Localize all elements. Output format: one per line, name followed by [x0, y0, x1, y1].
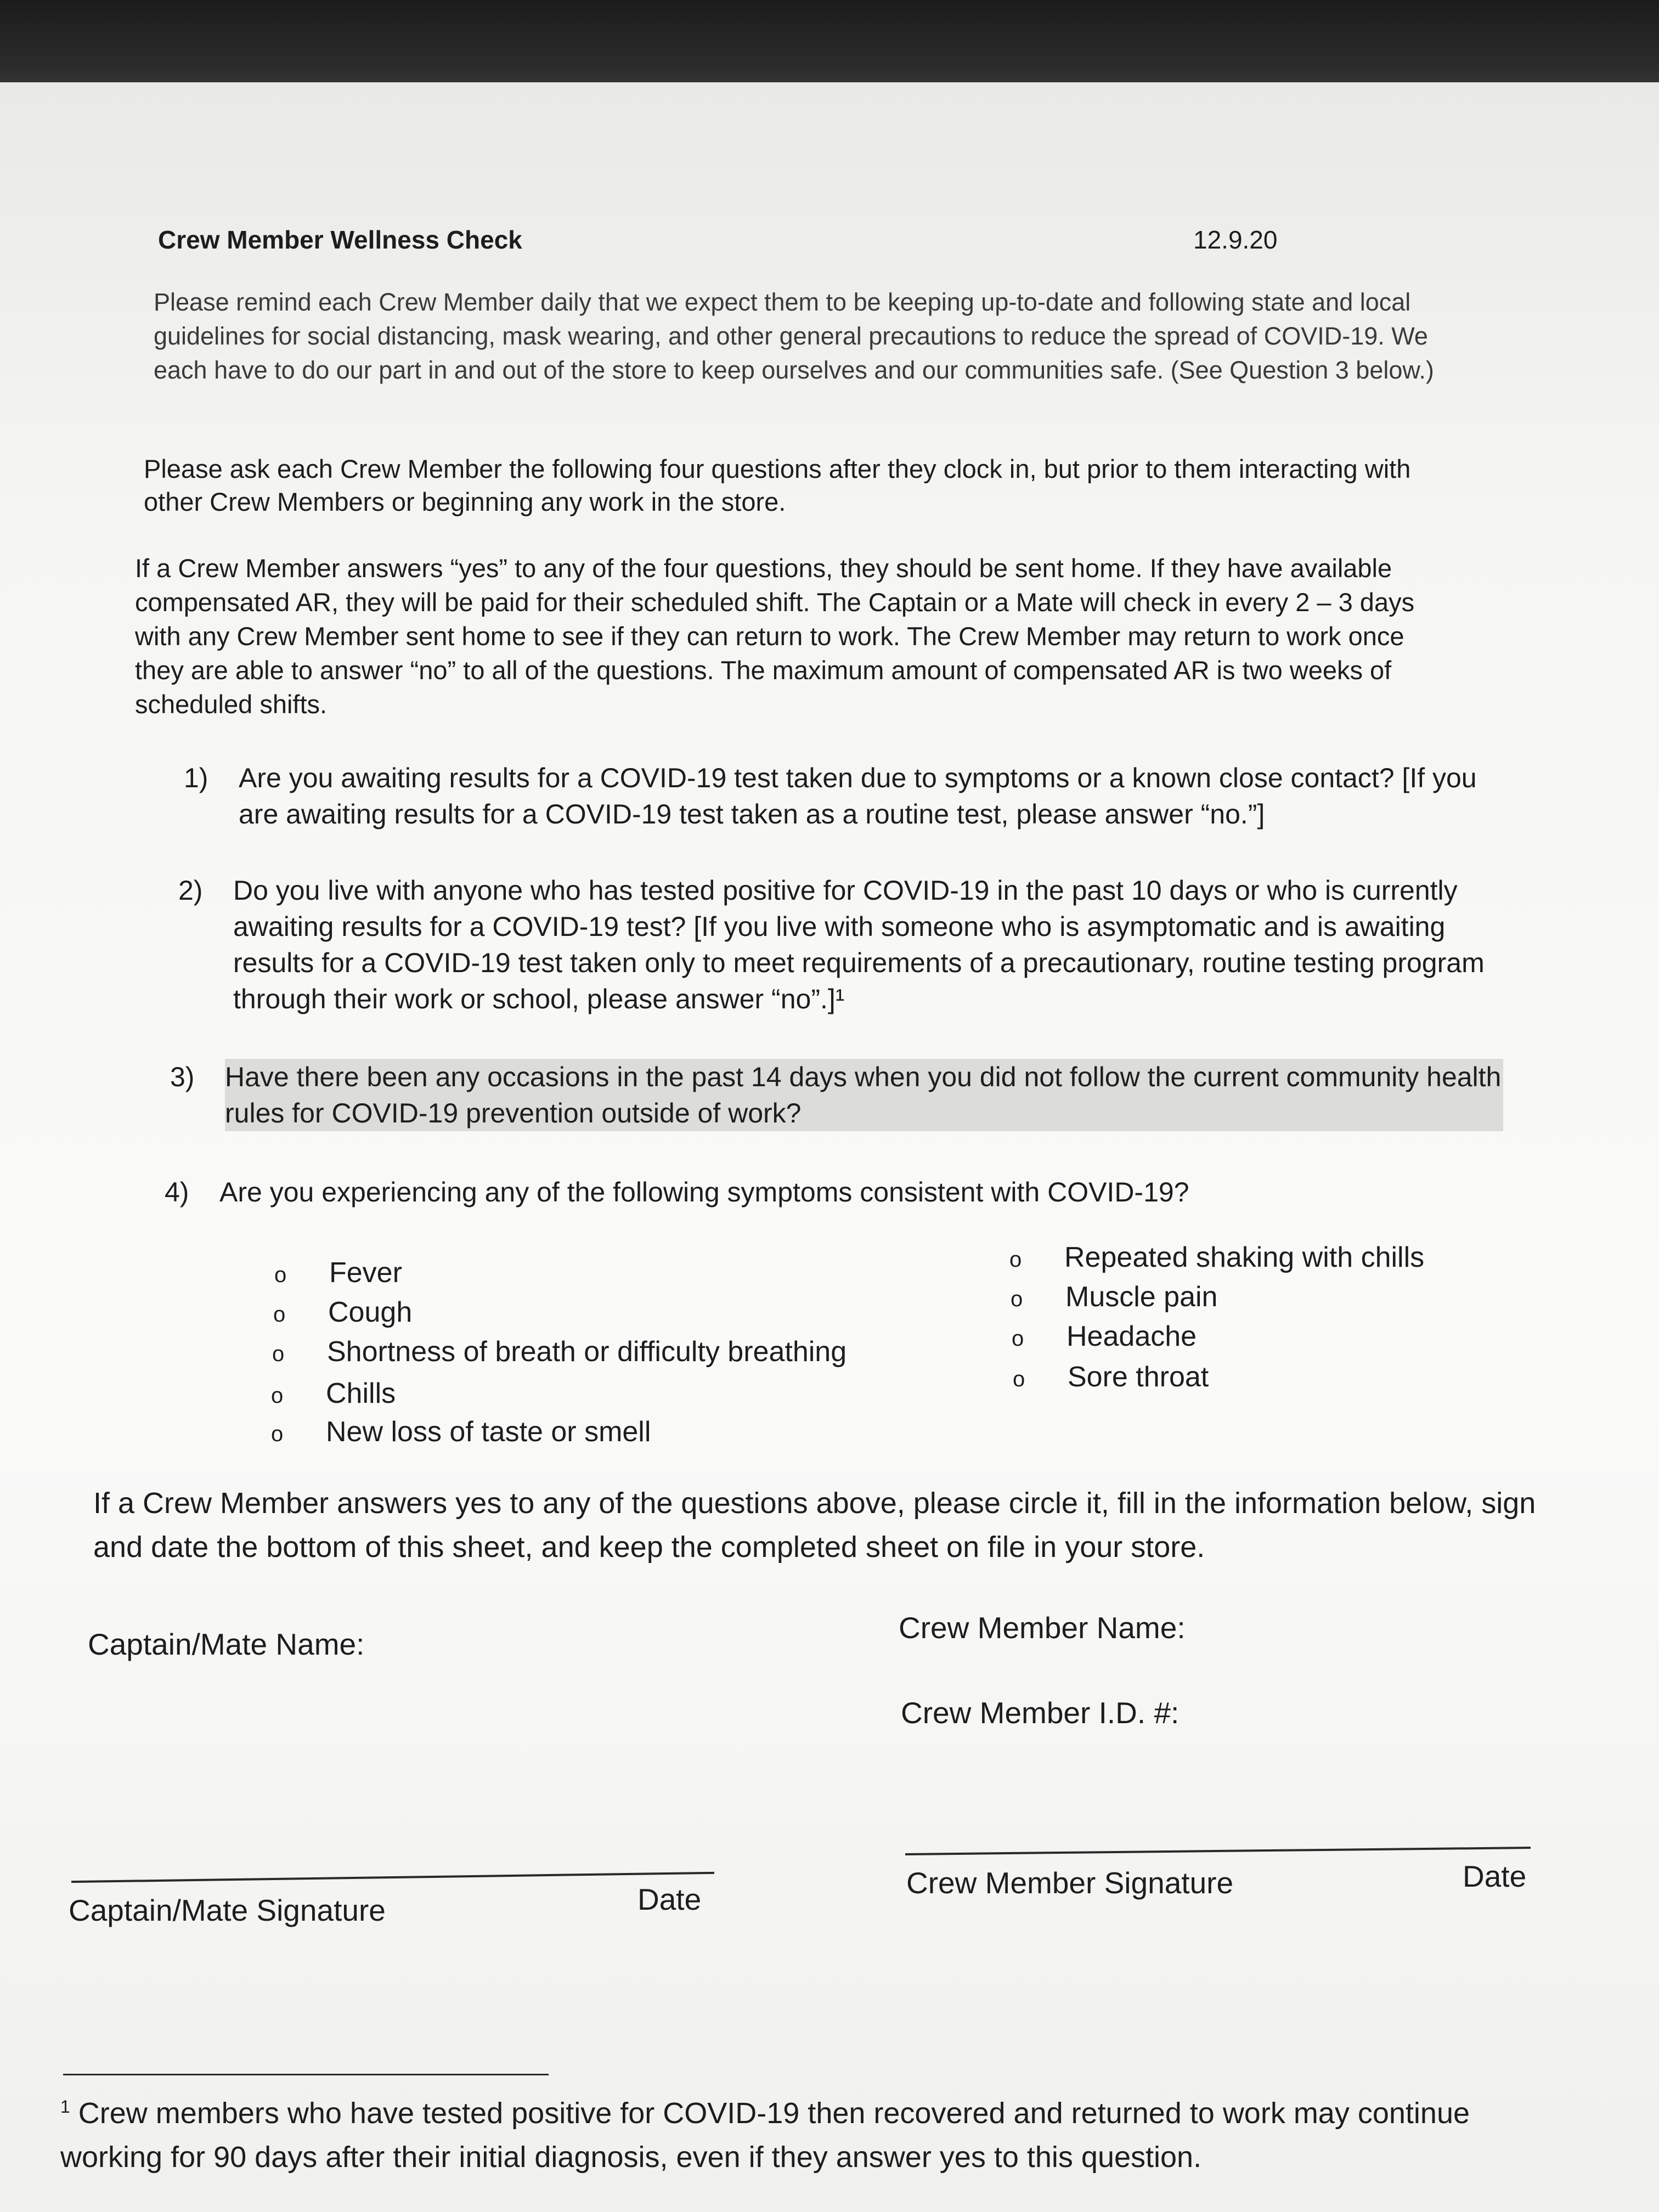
symptom-label: Sore throat [1068, 1361, 1209, 1393]
symptom-item [272, 1335, 847, 1368]
footnote-text: Crew members who have tested positive for COVID-19 then recovered and returned to work may continue working for 90 days after their initial diagnosis, even if they answer yes to this question. [60, 2097, 1470, 2174]
symptom-label: Chills [326, 1378, 396, 1409]
symptom-label: Cough [328, 1296, 413, 1328]
symptom-item [1011, 1280, 1217, 1313]
symptom-item [1009, 1241, 1424, 1274]
intro-paragraph-1: Please remind each Crew Member daily that we expect them to be keeping up-to-date and following state and local guidelines for social distancing, mask wearing, and other general precautions to reduce the spread of COVID-19. We each have to do our part in and out of the store to keep ourselves and our communities safe. (See Question 3 below.) [154, 288, 1434, 384]
question-number: 3) [170, 1062, 195, 1092]
bullet-icon: o [1012, 1327, 1024, 1351]
symptom-label: Muscle pain [1065, 1281, 1218, 1313]
bullet-icon: o [1009, 1248, 1022, 1272]
symptom-item [271, 1377, 396, 1410]
symptom-item [1012, 1320, 1197, 1353]
crew-date-label: Date [1463, 1859, 1527, 1893]
captain-signature-label: Captain/Mate Signature [69, 1893, 386, 1927]
symptom-label: Shortness of breath or difficulty breathing [327, 1336, 847, 1368]
symptom-item [271, 1415, 651, 1448]
bullet-icon: o [274, 1263, 287, 1287]
symptom-item [274, 1256, 402, 1289]
symptom-item [273, 1296, 412, 1329]
bullet-icon: o [1011, 1287, 1023, 1311]
document-title: Crew Member Wellness Check [158, 225, 522, 254]
intro-paragraph-2: Please ask each Crew Member the following four questions after they clock in, but prior to them interacting with other Crew Members or beginning any work in the store. [144, 454, 1411, 516]
bullet-icon: o [273, 1302, 286, 1327]
background-surface [0, 0, 1659, 93]
question-number: 1) [184, 763, 208, 793]
captain-name-label: Captain/Mate Name: [88, 1627, 365, 1661]
bullet-icon: o [271, 1384, 284, 1408]
bullet-icon: o [272, 1342, 285, 1366]
question-number: 4) [165, 1177, 189, 1207]
symptom-item [1013, 1361, 1209, 1393]
symptom-label: Repeated shaking with chills [1064, 1242, 1425, 1273]
document-date: 12.9.20 [1193, 225, 1278, 254]
question-text: Are you experiencing any of the following symptoms consistent with COVID-19? [219, 1177, 1189, 1207]
bullet-icon: o [1013, 1367, 1025, 1391]
footnote-mark: 1 [60, 2097, 70, 2117]
symptom-label: Fever [329, 1257, 402, 1289]
crew-signature-label: Crew Member Signature [906, 1866, 1234, 1900]
intro-paragraph-3: If a Crew Member answers “yes” to any of the four questions, they should be sent home. If they have available compensated AR, they will be paid for their scheduled shift. The Captain or a Mate will check in every 2 – 3 days with any Crew Member sent home to see if they can return to work. The Crew Member may return to work once they are able to answer “no” to all of the questions. The maximum amount of compensated AR is two weeks of scheduled shifts. [135, 554, 1415, 719]
question-number: 2) [178, 875, 203, 906]
symptom-label: Headache [1066, 1321, 1197, 1352]
symptom-label: New loss of taste or smell [326, 1416, 651, 1448]
instructions-paragraph: If a Crew Member answers yes to any of the questions above, please circle it, fill in the information below, sign and date the bottom of this sheet, and keep the completed sheet on file in your store. [93, 1487, 1536, 1564]
question-text: Have there been any occasions in the past 14 days when you did not follow the current community health rules for COVID-19 prevention outside of work? [225, 1059, 1503, 1131]
footnote [60, 2085, 1569, 2179]
question-text: Do you live with anyone who has tested positive for COVID-19 in the past 10 days or who is currently awaiting results for a COVID-19 test? [If you live with someone who is asymptomatic and is awaiting results for a COVID-19 test taken only to meet requirements of a precautionary, routine testing program through their work or school, please answer “no”.]¹ [233, 875, 1485, 1014]
question-text: Are you awaiting results for a COVID-19 test taken due to symptoms or a known close contact? [If you are awaiting results for a COVID-19 test taken as a routine test, please answer “no.”] [239, 763, 1477, 830]
bullet-icon: o [271, 1422, 284, 1446]
captain-date-label: Date [637, 1882, 702, 1916]
footnote-divider [63, 2074, 549, 2075]
crew-id-label: Crew Member I.D. #: [901, 1696, 1180, 1730]
crew-name-label: Crew Member Name: [899, 1611, 1186, 1645]
